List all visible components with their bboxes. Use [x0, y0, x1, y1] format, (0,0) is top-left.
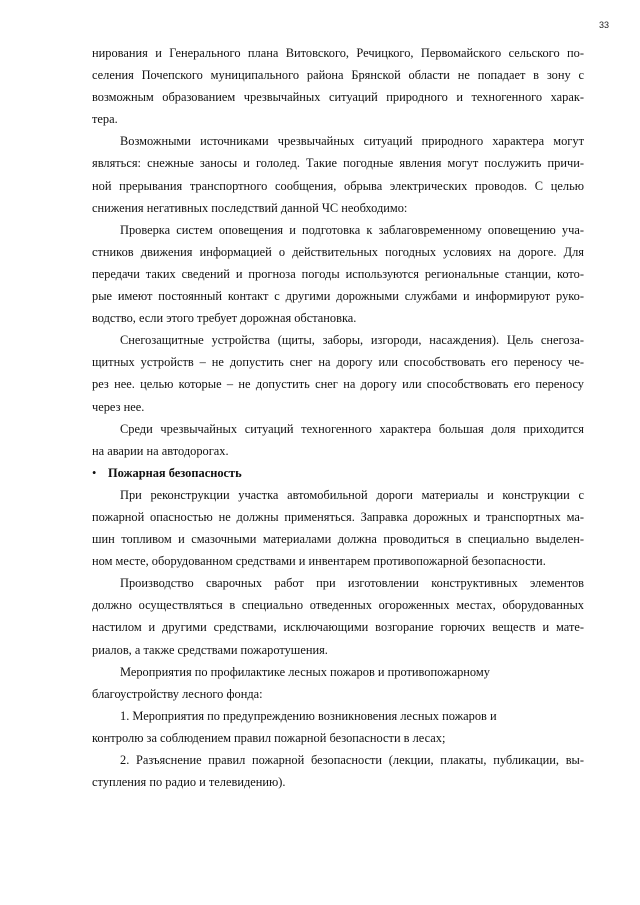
- text-line: настилом и другими средствами, исключающими возгорание горючих веществ и мате-: [92, 620, 584, 635]
- paragraph: [92, 329, 584, 417]
- text-line: рез нее. целью которые – не допустить снег на дорогу или способствовать его переносу: [92, 377, 584, 392]
- paragraph: [92, 484, 584, 572]
- text-line: тера.: [92, 112, 118, 127]
- paragraph: [92, 749, 584, 793]
- paragraph: [92, 42, 584, 130]
- text-line: контролю за соблюдением правил пожарной безопасности в лесах;: [92, 730, 446, 745]
- text-line: риалов, а также средствами пожаротушения.: [92, 642, 328, 657]
- text-line: ступления по радио и телевидению).: [92, 775, 286, 790]
- paragraph: [92, 219, 584, 329]
- text-line: стников движения информацией о действительных погодных условиях на дороге. Для: [92, 244, 584, 259]
- text-line: рые имеют постоянный контакт с другими дорожными службами и информируют руко-: [92, 289, 584, 304]
- section-heading-text: Пожарная безопасность: [108, 465, 242, 480]
- document-body: [92, 42, 584, 793]
- text-line: Снегозащитные устройства (щиты, заборы, изгороди, насаждения). Цель снегоза-: [120, 333, 584, 348]
- paragraph: [92, 572, 584, 660]
- text-line: Проверка систем оповещения и подготовка к заблаговременному оповещению уча-: [120, 222, 584, 237]
- text-line: должно осуществляться в специально отведенных огороженных местах, оборудованных: [92, 598, 584, 613]
- paragraph: [92, 661, 584, 705]
- text-line: ном месте, оборудованном средствами и инвентарем противопожарной безопасности.: [92, 554, 546, 569]
- text-line: через нее.: [92, 399, 145, 414]
- text-line: ной прерывания транспортного сообщения, обрыва электрических проводов. С целью: [92, 178, 584, 193]
- text-line: 2. Разъяснение правил пожарной безопасности (лекции, плакаты, публикации, вы-: [120, 753, 584, 767]
- text-line: селения Почепского муниципального района Брянской области не попадает в зону с: [92, 68, 584, 83]
- text-line: шин топливом и смазочными материалами должна проводиться в специально выделен-: [92, 532, 584, 547]
- text-line: При реконструкции участка автомобильной дороги материалы и конструкции с: [120, 487, 584, 502]
- text-line: Среди чрезвычайных ситуаций техногенного характера большая доля приходится: [120, 421, 584, 436]
- text-line: являться: снежные заносы и гололед. Такие погодные явления могут послужить причи-: [92, 156, 584, 171]
- paragraph: [92, 705, 584, 749]
- text-line: щитных устройств – не допустить снег на дорогу или способствовать его переносу че-: [92, 355, 584, 370]
- section-heading: [92, 462, 584, 484]
- page-number: 33: [598, 20, 609, 30]
- text-line: Возможными источниками чрезвычайных ситуаций природного характера могут: [120, 134, 584, 149]
- text-line: передачи таких сведений и прогноза погоды используются региональные станции, кото-: [92, 266, 584, 281]
- paragraph: [92, 130, 584, 218]
- text-line: нирования и Генерального плана Витовского, Речицкого, Первомайского сельского по-: [92, 46, 584, 60]
- text-line: возможным образованием чрезвычайных ситуаций природного и техногенного харак-: [92, 90, 584, 105]
- text-line: снижения негативных последствий данной ЧС необходимо:: [92, 200, 408, 215]
- text-line: водство, если этого требует дорожная обстановка.: [92, 311, 357, 326]
- text-line: 1. Мероприятия по предупреждению возникновения лесных пожаров и: [120, 708, 497, 723]
- text-line: Производство сварочных работ при изготовлении конструктивных элементов: [120, 576, 584, 591]
- paragraph: [92, 418, 584, 462]
- text-line: пожарной опасностью не должны применяться. Заправка дорожных и транспортных ма-: [92, 509, 584, 524]
- text-line: на аварии на автодорогах.: [92, 443, 229, 458]
- text-line: благоустройству лесного фонда:: [92, 686, 263, 701]
- bullet-icon: •: [92, 465, 97, 480]
- text-line: Мероприятия по профилактике лесных пожаров и противопожарному: [120, 664, 490, 679]
